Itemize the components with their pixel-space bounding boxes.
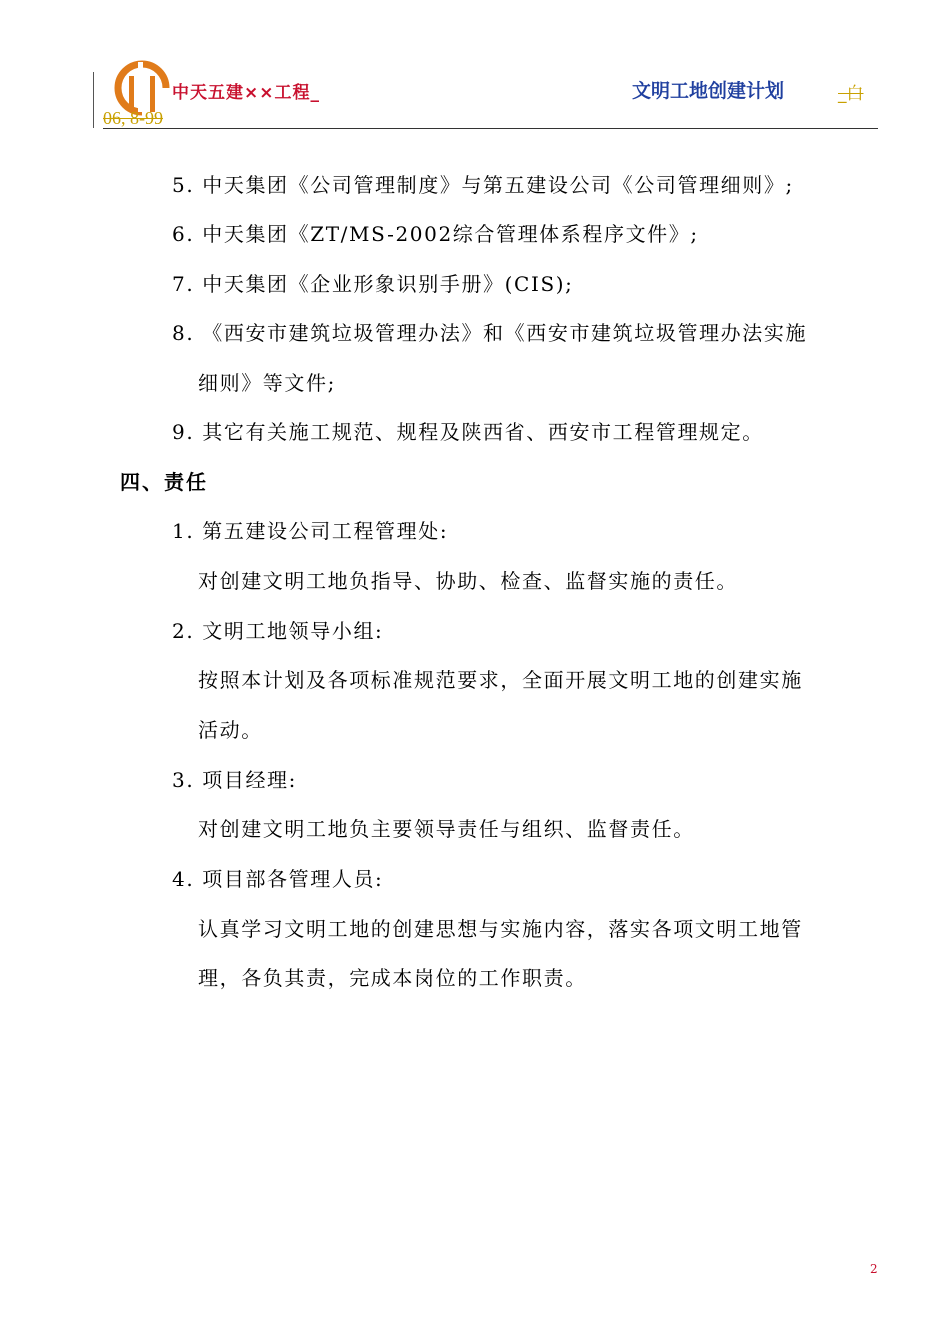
document-title: 文明工地创建计划 (632, 80, 785, 102)
responsibility-item-1-text: 对创建文明工地负指导、协助、检查、监督实施的责任。 (198, 569, 738, 593)
header-divider (103, 128, 878, 129)
responsibility-item-4-text-continued: 理，各负其责，完成本岗位的工作职责。 (198, 966, 587, 990)
page-number: 2 (870, 1262, 878, 1276)
basis-item-5: 5. 中天集团《公司管理制度》与第五建设公司《公司管理细则》; (172, 173, 794, 197)
basis-item-9: 9. 其它有关施工规范、规程及陕西省、西安市工程管理规定。 (172, 420, 764, 444)
section-heading: 四、责任 (120, 470, 208, 494)
struck-date: 06, 8-99 (103, 108, 163, 128)
responsibility-item-3-text: 对创建文明工地负主要领导责任与组织、监督责任。 (198, 817, 695, 841)
responsibility-item-4-text: 认真学习文明工地的创建思想与实施内容，落实各项文明工地管 (198, 917, 803, 941)
basis-item-6: 6. 中天集团《ZT/MS-2002综合管理体系程序文件》; (172, 222, 699, 246)
header-left-bar (93, 72, 94, 128)
responsibility-item-1: 1. 第五建设公司工程管理处: (172, 519, 449, 543)
responsibility-item-4: 4. 项目部各管理人员: (172, 867, 384, 891)
responsibility-item-3: 3. 项目经理: (172, 768, 297, 792)
company-name: 中天五建××工程_ (172, 83, 320, 103)
responsibility-item-2-text-continued: 活动。 (198, 718, 263, 742)
basis-item-8-continued: 细则》等文件; (198, 371, 336, 395)
basis-item-8: 8. 《西安市建筑垃圾管理办法》和《西安市建筑垃圾管理办法实施 (172, 321, 808, 345)
responsibility-item-2: 2. 文明工地领导小组: (172, 619, 384, 643)
basis-item-7: 7. 中天集团《企业形象识别手册》(CIS); (172, 272, 574, 296)
responsibility-item-2-text: 按照本计划及各项标准规范要求，全面开展文明工地的创建实施 (198, 668, 803, 692)
struck-title-suffix: _白 (838, 84, 864, 104)
